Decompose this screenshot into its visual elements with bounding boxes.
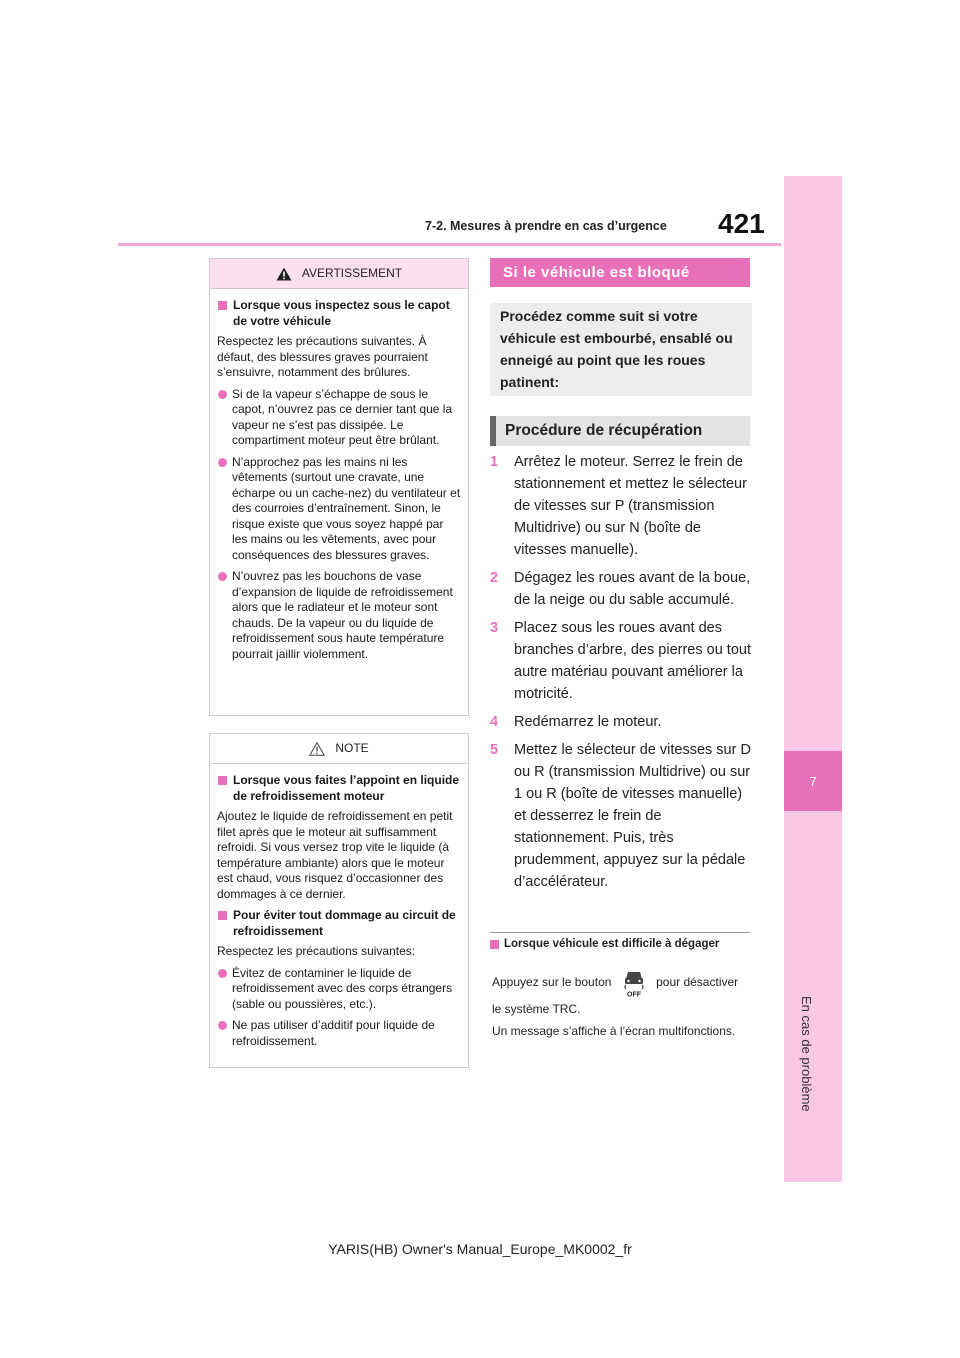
procedure-step <box>490 711 752 733</box>
procedure-step <box>490 567 752 611</box>
warning-bullet-text: N’approchez pas les mains ni les vêtements (surtout une cravate, une écharpe ou un cache-nez) du ventilateur et des courroies d’entraînement. Sinon, le risque existe que vous soyez happé par les mains ou les vêtements, avec pour conséquences des blessures graves. <box>232 454 461 562</box>
warning-bullet <box>217 569 461 662</box>
step-number: 4 <box>490 714 499 730</box>
round-bullet-icon <box>218 390 227 399</box>
step-text: Arrêtez le moteur. Serrez le frein de stationnement et mettez le sélecteur de vitesses sur P (transmission Multidrive) ou sur N (boîte de vitesses manuelle). <box>514 454 747 558</box>
warning-bullet-text: N’ouvrez pas les bouchons de vase d’expansion de liquide de refroidissement alors que le radiateur et le moteur sont chauds. De la vapeur ou du liquide de refroidissement sous haute température pourrait jaillir violemment. <box>232 569 453 661</box>
round-bullet-icon <box>218 1021 227 1030</box>
step-text: Dégagez les roues avant de la boue, de la neige ou du sable accumulé. <box>514 570 751 608</box>
note-bullet-text: Ne pas utiliser d’additif pour liquide de refroidissement. <box>232 1018 435 1048</box>
header-rule <box>118 243 781 246</box>
step-text: Mettez le sélecteur de vitesses sur D ou R (transmission Multidrive) ou sur 1 ou R (boîte de vitesses manuelle) et desserrez le frein de stationnement. Puis, très prudemment, appuyez sur la pédale d’accélérateur. <box>514 742 751 890</box>
round-bullet-icon <box>218 572 227 581</box>
square-bullet-icon <box>218 301 227 310</box>
step-number: 5 <box>490 742 499 758</box>
chapter-side-tab <box>784 176 842 1182</box>
square-bullet-icon <box>218 911 227 920</box>
tip-body <box>492 968 750 1042</box>
step-number: 2 <box>490 570 499 586</box>
step-number: 1 <box>490 454 499 470</box>
intro-box: Procédez comme suit si votre véhicule est embourbé, ensablé ou enneigé au point que les roues patinent: <box>490 303 752 396</box>
warning-intro: Respectez les précautions suivantes. À défaut, des blessures graves pourraient s’ensuivre, notamment des brûlures. <box>217 334 428 379</box>
note-header <box>210 734 468 764</box>
warning-bullet <box>217 455 461 564</box>
tip-line <box>492 968 750 1020</box>
chapter-label: En cas de problème <box>799 996 814 1112</box>
warning-subheading <box>217 298 461 329</box>
round-bullet-icon <box>218 458 227 467</box>
note-box <box>209 733 469 1068</box>
step-text: Placez sous les roues avant des branches d’arbre, des pierres ou tout autre matériau pouvant améliorer la motricité. <box>514 620 751 702</box>
procedure-step <box>490 739 752 893</box>
section-heading-band: Si le véhicule est bloqué <box>490 258 750 287</box>
step-text: Redémarrez le moteur. <box>514 714 662 730</box>
warning-box <box>209 258 469 716</box>
section-title: 7-2. Mesures à prendre en cas d’urgence <box>425 219 667 233</box>
warning-bullet-text: Si de la vapeur s’échappe de sous le capot, n’ouvrez pas ce dernier tant que la vapeur ne s’est pas dissipée. Le compartiment moteur peut être brûlant. <box>232 386 453 447</box>
round-bullet-icon <box>218 969 227 978</box>
note-subheading <box>217 773 461 804</box>
note-paragraph: Respectez les précautions suivantes: <box>217 944 416 958</box>
tip-text-after-icon: pour désactiver le système TRC. <box>492 975 739 1016</box>
trc-off-button-icon <box>621 968 647 998</box>
warning-header <box>210 259 468 289</box>
procedure-heading: Procédure de récupération <box>490 416 750 446</box>
warning-triangle-icon <box>276 267 292 281</box>
tip-divider <box>490 932 750 933</box>
square-bullet-icon <box>490 940 499 949</box>
footer-text: YARIS(HB) Owner's Manual_Europe_MK0002_fr <box>328 1241 632 1257</box>
page-number: 421 <box>718 208 765 239</box>
svg-text:OFF: OFF <box>626 991 641 998</box>
caution-triangle-icon <box>309 742 325 756</box>
note-bullet <box>217 966 461 1013</box>
note-title: NOTE <box>335 740 369 755</box>
procedure-steps <box>490 451 752 899</box>
tip-heading-text: Lorsque véhicule est difficile à dégager <box>504 938 720 950</box>
tip-heading <box>490 938 719 950</box>
warning-title: AVERTISSEMENT <box>301 265 403 280</box>
note-heading-text: Lorsque vous faites l’appoint en liquide de refroidissement moteur <box>233 773 460 803</box>
note-subheading <box>217 908 461 939</box>
square-bullet-icon <box>218 776 227 785</box>
procedure-step <box>490 451 752 561</box>
chapter-number: 7 <box>784 751 842 811</box>
note-bullet <box>217 1018 461 1049</box>
step-number: 3 <box>490 620 499 636</box>
tip-text-before-icon: Appuyez sur le bouton <box>492 975 612 990</box>
note-bullet-text: Évitez de contaminer le liquide de refroidissement avec des corps étrangers (sable ou poussières, etc.). <box>232 965 453 1011</box>
warning-heading-text: Lorsque vous inspectez sous le capot de votre véhicule <box>233 298 450 328</box>
warning-bullet <box>217 387 461 449</box>
procedure-step <box>490 617 752 705</box>
tip-line: Un message s’affiche à l’écran multifonctions. <box>492 1024 736 1038</box>
note-paragraph: Ajoutez le liquide de refroidissement en petit filet après que le moteur ait suffisamment refroidi. Si vous versez trop vite le liquide (à température ambiante) alors que le moteur est chaud, vous risquez d’occasionner des dommages à ce dernier. <box>217 809 453 901</box>
note-heading-text: Pour éviter tout dommage au circuit de refroidissement <box>233 908 456 938</box>
